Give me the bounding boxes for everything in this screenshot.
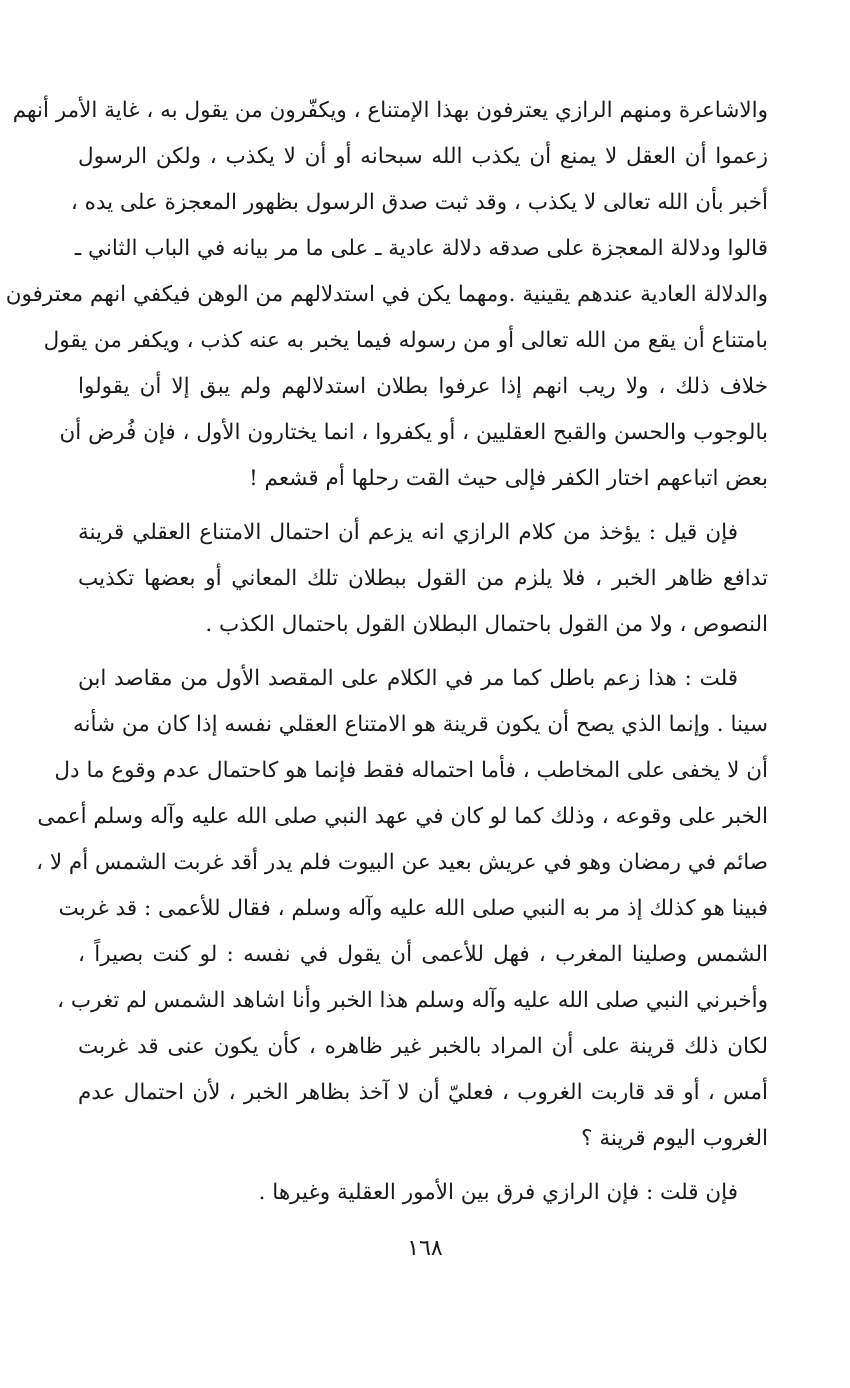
- text-line: بعض اتباعهم اختار الكفر فإلى حيث القت رحلها أم قشعم !: [249, 466, 768, 491]
- text-line: فإن قلت : فإن الرازي فرق بين الأمور العقلية وغيرها .: [258, 1180, 738, 1205]
- text-line: والاشاعرة ومنهم الرازي يعترفون بهذا الإمتناع ، ويكفّرون من يقول به ، غاية الأمر أنهم: [12, 98, 768, 123]
- text-line: بامتناع أن يقع من الله تعالى أو من رسوله فيما يخبر به عنه كذب ، ويكفر من يقول: [43, 328, 768, 353]
- text-line: صائم في رمضان وهو في عريش بعيد عن البيوت فلم يدر أقد غربت الشمس أم لا ،: [36, 850, 768, 875]
- text-line: الغروب اليوم قرينة ؟: [581, 1126, 768, 1151]
- text-line: والدلالة العادية عندهم يقينية .ومهما يكن في استدلالهم من الوهن فيكفي انهم معترفون: [5, 282, 768, 307]
- paragraph-1: [5, 88, 768, 502]
- text-line: الشمس وصلينا المغرب ، فهل للأعمى أن يقول في نفسه : لو كنت بصيراً ،: [78, 942, 768, 967]
- text-line: وأخبرني النبي صلى الله عليه وآله وسلم هذا الخبر وأنا اشاهد الشمس لم تغرب ،: [57, 988, 768, 1013]
- text-line: النصوص ، ولا من القول باحتمال البطلان القول باحتمال الكذب .: [205, 612, 768, 637]
- page-number: ١٦٨: [407, 1236, 443, 1261]
- text-line: فبينا هو كذلك إذ مر به النبي صلى الله عليه وآله وسلم ، فقال للأعمى : قد غربت: [58, 896, 768, 921]
- text-line: زعموا أن العقل لا يمنع أن يكذب الله سبحانه أو أن لا يكذب ، ولكن الرسول: [78, 144, 768, 169]
- paragraph-2: [78, 510, 768, 648]
- text-line: أن لا يخفى على المخاطب ، فأما احتماله فقط فإنما هو كاحتمال عدم وقوع ما دل: [54, 758, 768, 783]
- text-line: تدافع ظاهر الخبر ، فلا يلزم من القول ببطلان تلك المعاني أو بعضها تكذيب: [78, 566, 768, 591]
- text-line: بالوجوب والحسن والقبح العقليين ، أو يكفروا ، انما يختارون الأول ، فإن فُرض أن: [59, 420, 768, 445]
- text-line: لكان ذلك قرينة على أن المراد بالخبر غير ظاهره ، كأن يكون عنى قد غربت: [78, 1034, 768, 1059]
- text-line: أمس ، أو قد قاربت الغروب ، فعليّ أن لا آخذ بظاهر الخبر ، لأن احتمال عدم: [78, 1080, 768, 1105]
- text-line: سينا . وإنما الذي يصح أن يكون قرينة هو الامتناع العقلي نفسه إذا كان من شأنه: [73, 712, 768, 737]
- text-line: أخبر بأن الله تعالى لا يكذب ، وقد ثبت صدق الرسول بظهور المعجزة على يده ،: [70, 190, 768, 215]
- page-body: [5, 88, 768, 1216]
- text-line: خلاف ذلك ، ولا ريب انهم إذا عرفوا بطلان استدلالهم ولم يبق إلا أن يقولوا: [78, 374, 768, 399]
- text-line: قلت : هذا زعم باطل كما مر في الكلام على المقصد الأول من مقاصد ابن: [78, 666, 738, 691]
- paragraph-3: [36, 656, 768, 1162]
- text-line: فإن قيل : يؤخذ من كلام الرازي انه يزعم أن احتمال الامتناع العقلي قرينة: [78, 520, 738, 545]
- text-line: الخبر على وقوعه ، وذلك كما لو كان في عهد النبي صلى الله عليه وآله وسلم أعمى: [37, 804, 768, 829]
- text-line: قالوا ودلالة المعجزة على صدقه دلالة عادية ـ على ما مر بيانه في الباب الثاني ـ: [74, 236, 768, 261]
- paragraph-4: [78, 1170, 768, 1216]
